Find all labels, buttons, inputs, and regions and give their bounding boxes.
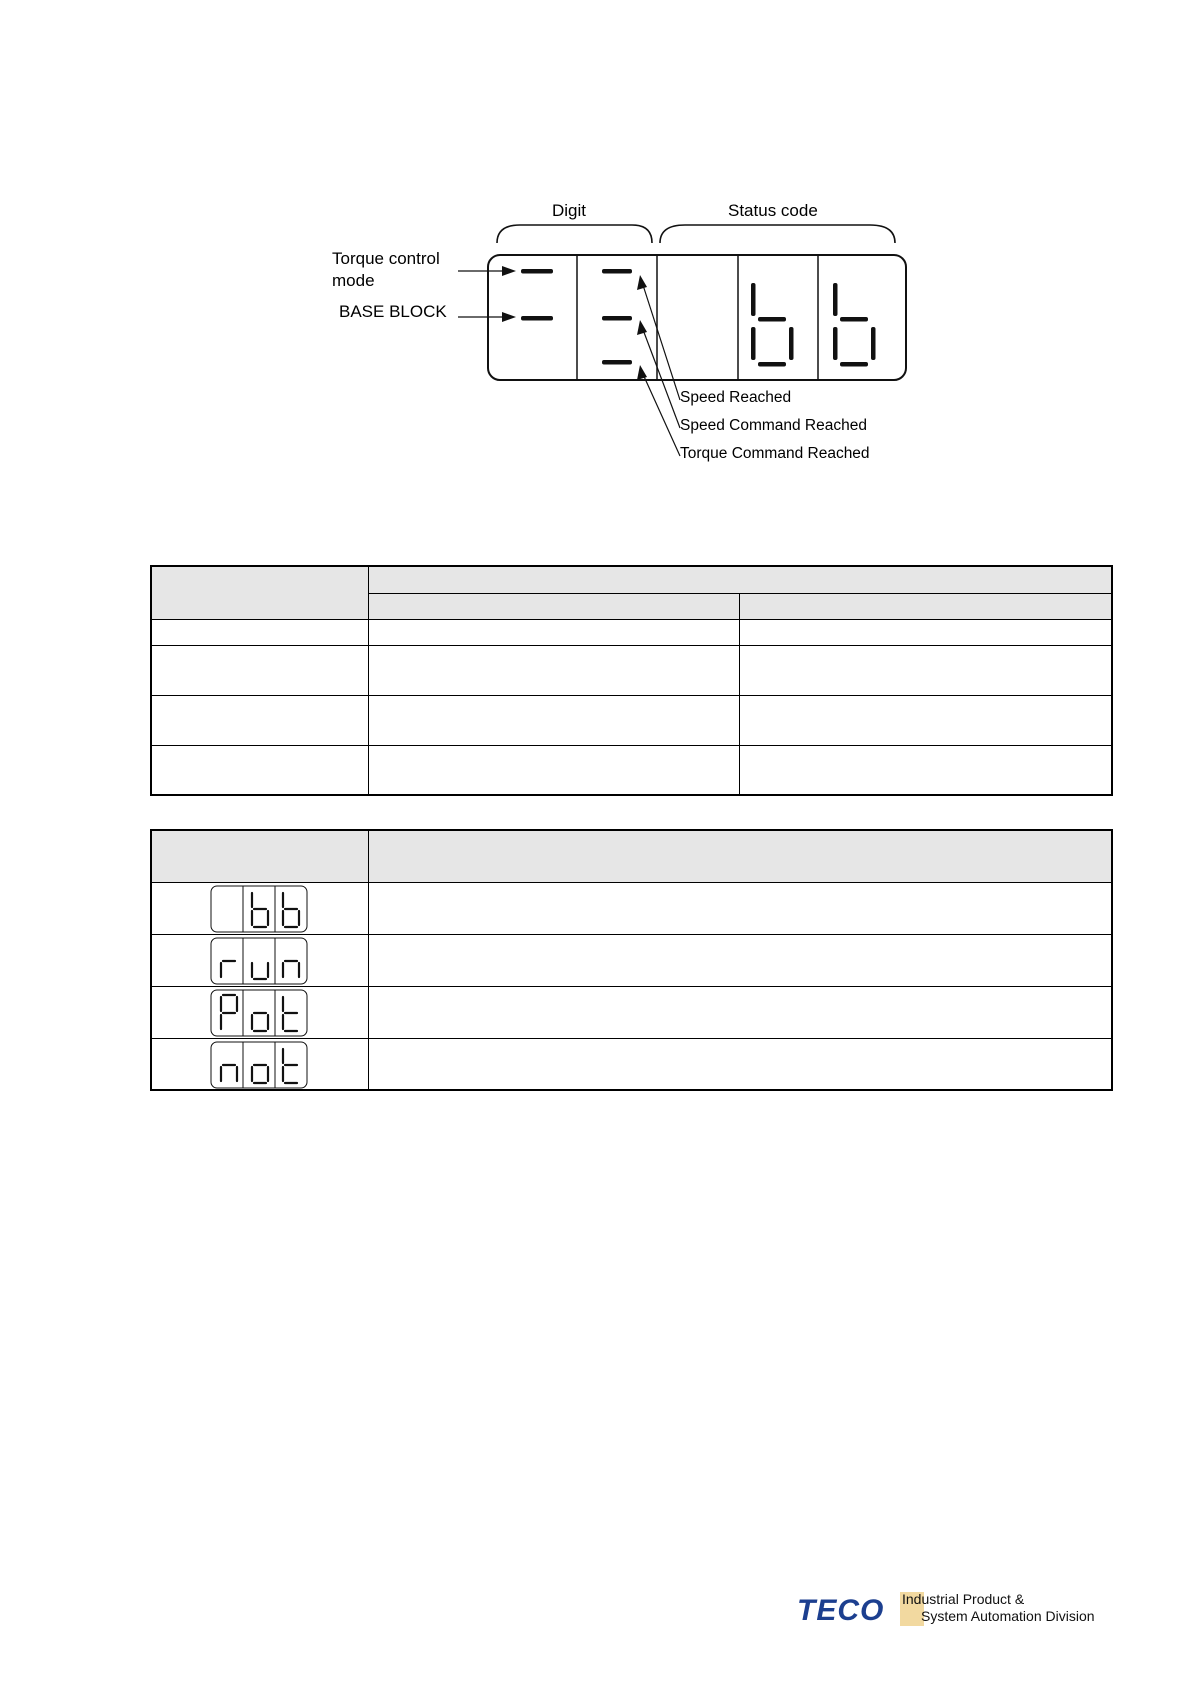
table-header-cell	[740, 593, 1112, 619]
table-row	[151, 934, 1112, 986]
segment-torque-mode	[521, 269, 553, 274]
table-row	[151, 645, 1112, 695]
status-table	[150, 565, 1113, 796]
torque-mode-label-line2: mode	[332, 271, 375, 290]
status-code-brace	[660, 225, 895, 243]
table-header-cell	[369, 566, 1112, 593]
speed-command-reached-label: Speed Command Reached	[680, 417, 867, 434]
table-header-cell	[369, 593, 740, 619]
table-row	[151, 745, 1112, 795]
table-row	[151, 1038, 1112, 1090]
status-code-pot-icon	[210, 989, 310, 1037]
status-code-table	[150, 829, 1113, 1091]
diagram-graphics	[0, 0, 1190, 480]
segment-torque-command-reached	[602, 360, 632, 365]
segment-base-block	[521, 316, 553, 321]
footer-division-line1: Industrial Product &	[902, 1591, 1025, 1607]
status-code-label: Status code	[728, 201, 818, 220]
table-row	[151, 986, 1112, 1038]
table-header-cell	[151, 566, 369, 619]
torque-command-reached-label: Torque Command Reached	[680, 445, 870, 462]
status-code-run-icon	[210, 937, 310, 985]
status-code-not-icon	[210, 1041, 310, 1089]
table-header-cell	[369, 830, 1112, 882]
segment-speed-reached	[602, 269, 632, 274]
table-row	[151, 882, 1112, 934]
table-header-cell	[151, 830, 369, 882]
digit-label: Digit	[552, 201, 587, 220]
teco-logo: TECO	[797, 1594, 885, 1627]
table-row	[151, 619, 1112, 645]
torque-mode-label: Torque control	[332, 249, 440, 268]
status-code-bb-icon	[210, 885, 310, 933]
base-block-label: BASE BLOCK	[339, 302, 447, 321]
table-row	[151, 695, 1112, 745]
digit-brace	[497, 225, 652, 243]
segment-speed-command-reached	[602, 316, 632, 321]
footer-division-line2: System Automation Division	[921, 1608, 1095, 1624]
speed-reached-label: Speed Reached	[680, 389, 792, 406]
